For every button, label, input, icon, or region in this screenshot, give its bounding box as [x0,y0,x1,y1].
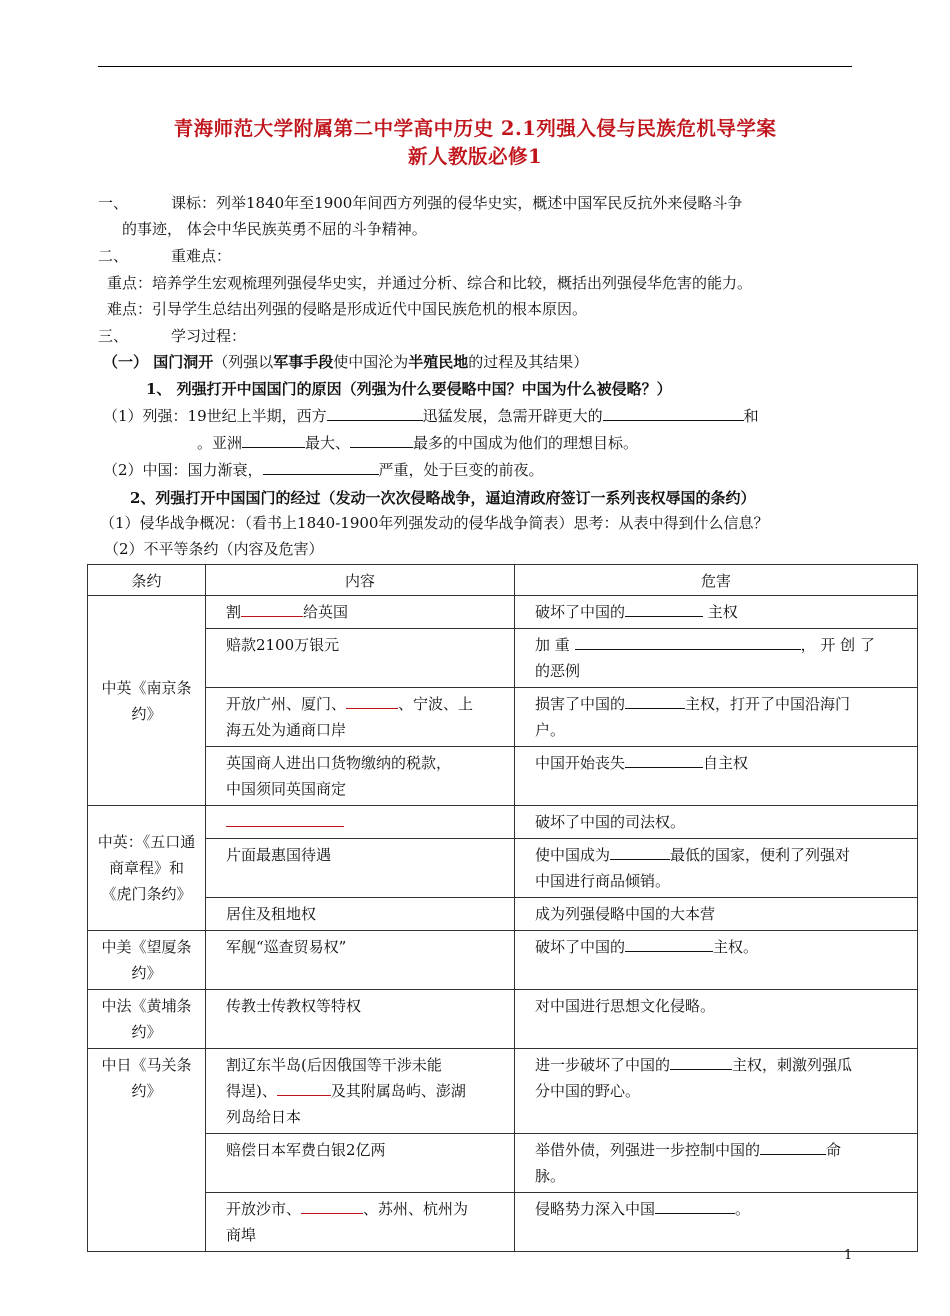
blank[interactable] [226,812,344,827]
table-row [88,1049,918,1134]
blank[interactable] [277,1081,331,1096]
table-header-row [88,565,918,596]
content-cell: 片面最惠国待遇 [206,839,515,898]
table-row [88,747,918,806]
question2-heading: 2、列强打开中国国门的经过（发动一次次侵略战争，逼迫清政府签订一系列丧权辱国的条约） [130,489,756,507]
content-cell: 赔款2100万银元 [206,629,515,688]
table-row [88,839,918,898]
question1-answer-a2: 。亚洲 最大、 最多的中国成为他们的理想目标。 [197,434,639,452]
harm-cell: 损害了中国的 主权，打开了中国沿海门 户。 [515,688,918,747]
blank[interactable] [655,1199,735,1214]
blank[interactable] [350,433,413,448]
blank[interactable] [625,694,685,709]
column-header-content: 内容 [206,565,515,596]
treaty-table [87,564,918,1252]
table-row [88,688,918,747]
section1-text-line1: 课标：列举1840年至1900年间西方列强的侵华史实，概述中国军民反抗外来侵略斗争 [171,194,743,212]
blank[interactable] [603,406,744,421]
treaty-wangxia: 中美《望厦条约》 [88,931,206,990]
harm-cell: 破坏了中国的 主权。 [515,931,918,990]
content-cell: 居住及租地权 [206,898,515,931]
blank[interactable] [242,433,305,448]
blank[interactable] [346,694,398,709]
table-row [88,806,918,839]
blank[interactable] [625,937,713,952]
question1-answer-b: （2）中国：国力渐衰， 严重，处于巨变的前夜。 [103,461,544,479]
blank[interactable] [625,753,703,768]
part1-heading-title: （一） 国门洞开 [103,353,214,371]
blank[interactable] [575,635,801,650]
treaty-maguan: 中日《马关条约》 [88,1049,206,1252]
content-cell: 开放沙市、 、苏州、杭州为 商埠 [206,1193,515,1252]
content-cell: 割辽东半岛(后因俄国等干涉未能 得逞)、 及其附属岛屿、澎湖 列岛给日本 [206,1049,515,1134]
difficult-points: 难点：引导学生总结出列强的侵略是形成近代中国民族危机的根本原因。 [107,300,588,318]
question2-line1: （1）侵华战争概况：（看书上1840-1900年列强发动的侵华战争简表）思考：从表中得到什么信息？ [100,514,769,532]
section1-text-line2: 的事迹， 体会中华民族英勇不屈的斗争精神。 [122,220,427,238]
table-row [88,931,918,990]
column-header-harm: 危害 [515,565,918,596]
question1-heading: 1、 列强打开中国国门的原因（列强为什么要侵略中国？中国为什么被侵略？） [146,380,672,398]
harm-cell: 加 重 ， 开 创 了 的恶例 [515,629,918,688]
treaty-wukou-humen: 中英：《五口通商章程》和《虎门条约》 [88,806,206,931]
document-title-line2: 新人教版必修1 [407,145,543,168]
content-cell: 赔偿日本军费白银2亿两 [206,1134,515,1193]
table-row [88,1193,918,1252]
part1-heading: （一） 国门洞开（列强以军事手段使中国沦为半殖民地的过程及其结果） [103,353,589,371]
harm-cell: 中国开始丧失 自主权 [515,747,918,806]
section1-number: 一、 [98,194,129,212]
treaty-nanjing: 中英《南京条约》 [88,596,206,806]
table-row [88,596,918,629]
blank[interactable] [610,845,670,860]
content-cell [206,806,515,839]
blank[interactable] [263,460,379,475]
question2-line2: （2）不平等条约（内容及危害） [104,540,324,558]
blank[interactable] [625,602,703,617]
page-number: 1 [844,1248,853,1263]
harm-cell: 举借外债，列强进一步控制中国的 命 脉。 [515,1134,918,1193]
section3-label: 学习过程： [171,327,247,345]
blank[interactable] [670,1055,732,1070]
harm-cell: 破坏了中国的 主权 [515,596,918,629]
question1-answer-a: （1）列强：19世纪上半期，西方 迅猛发展，急需开辟更大的 和 [103,407,759,425]
column-header-treaty: 条约 [88,565,206,596]
header-rule [98,66,852,67]
content-cell: 军舰“巡查贸易权” [206,931,515,990]
harm-cell: 侵略势力深入中国 。 [515,1193,918,1252]
harm-cell: 对中国进行思想文化侵略。 [515,990,918,1049]
treaty-huangpu: 中法《黄埔条约》 [88,990,206,1049]
harm-cell: 进一步破坏了中国的 主权，刺激列强瓜 分中国的野心。 [515,1049,918,1134]
table-row [88,629,918,688]
harm-cell: 成为列强侵略中国的大本营 [515,898,918,931]
content-cell: 传教士传教权等特权 [206,990,515,1049]
table-row [88,1134,918,1193]
section2-label: 重难点： [171,247,232,265]
section2-number: 二、 [98,247,129,265]
blank[interactable] [327,406,423,421]
blank[interactable] [301,1199,363,1214]
harm-cell: 使中国成为 最低的国家，便利了列强对 中国进行商品倾销。 [515,839,918,898]
key-points: 重点：培养学生宏观梳理列强侵华史实，并通过分析、综合和比较，概括出列强侵华危害的能力。 [107,274,753,292]
document-title-line1: 青海师范大学附属第二中学高中历史 2.1列强入侵与民族危机导学案 [173,117,777,140]
table-row [88,990,918,1049]
content-cell: 割 给英国 [206,596,515,629]
table-row [88,898,918,931]
section3-number: 三、 [98,327,129,345]
blank[interactable] [760,1140,826,1155]
blank[interactable] [241,602,303,617]
content-cell: 英国商人进出口货物缴纳的税款， 中国须同英国商定 [206,747,515,806]
content-cell: 开放广州、厦门、 、宁波、上 海五处为通商口岸 [206,688,515,747]
harm-cell: 破坏了中国的司法权。 [515,806,918,839]
